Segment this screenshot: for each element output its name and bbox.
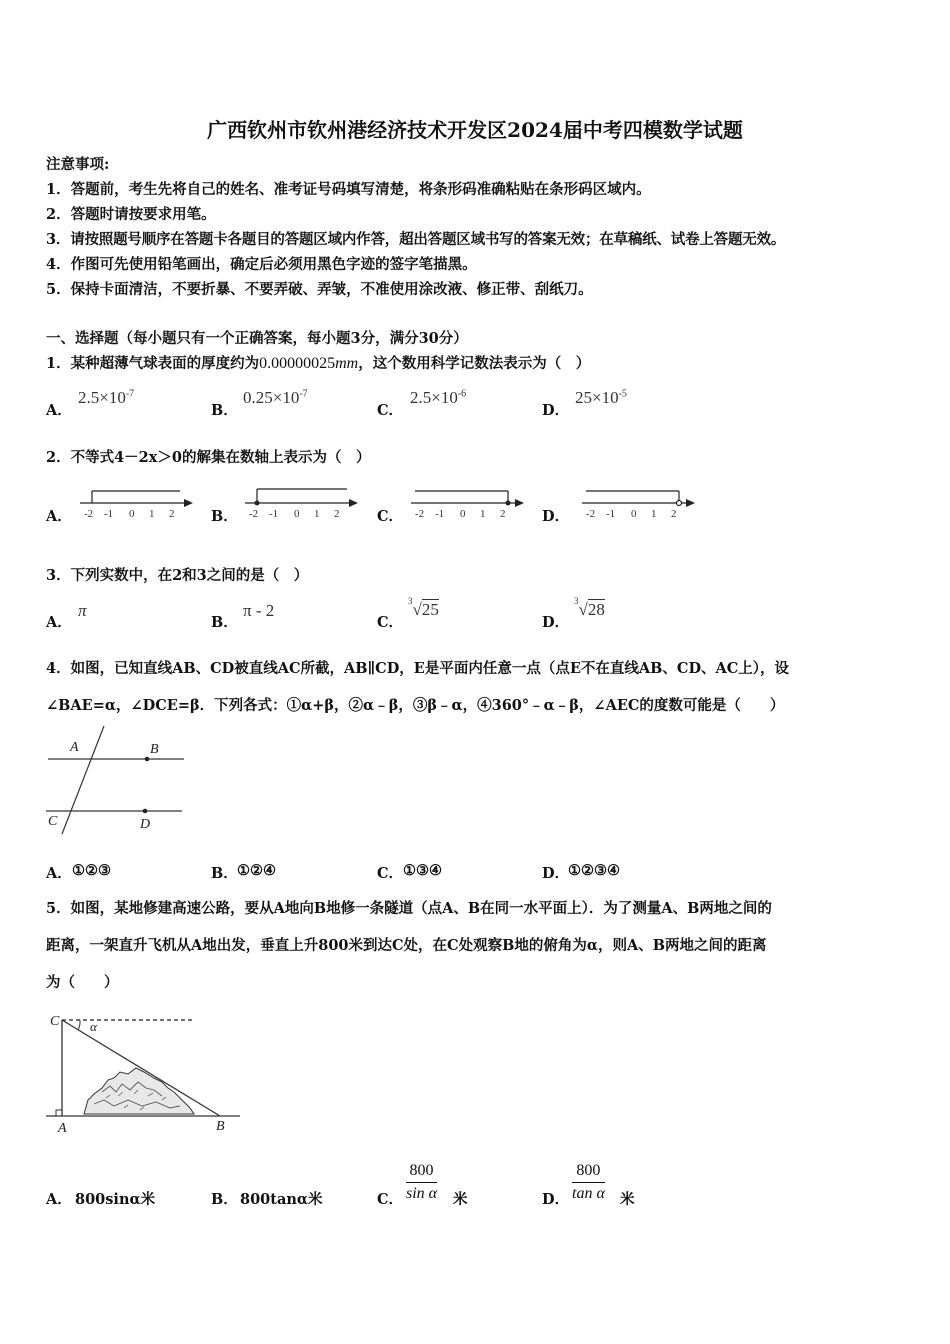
question-2-stem: 2．不等式4－2x＞0的解集在数轴上表示为（ ） — [46, 449, 371, 466]
q3-option-c — [408, 596, 439, 620]
point-label-c: C — [50, 1014, 60, 1029]
tick-label: -2 — [249, 508, 259, 520]
question-5-line2: 距离，一架直升飞机从A地出发，垂直上升800米到达C处，在C处观察B地的俯角为α，则A、B两地之间的距离 — [46, 937, 767, 954]
notice-item: 2．答题时请按要求用笔。 — [46, 206, 216, 223]
point-label-b: B — [150, 742, 159, 757]
radicand: 28 — [587, 600, 605, 619]
q1-b-base: 0.25×10 — [243, 388, 300, 407]
tick-label: 2 — [671, 508, 677, 520]
question-3-stem: 3．下列实数中，在2和3之间的是（ ） — [46, 567, 309, 584]
question-5-line3: 为（ ） — [46, 974, 119, 991]
tick-label: -1 — [435, 508, 445, 520]
q5-option-b: 800tanα米 — [240, 1191, 323, 1208]
q1-option-b-label: B． — [211, 402, 238, 419]
point-label-a: A — [70, 740, 79, 755]
tick-label: -1 — [606, 508, 616, 520]
q1-c-base: 2.5×10 — [410, 388, 458, 407]
number-line-d — [582, 486, 702, 522]
notice-item: 3．请按照题号顺序在答题卡各题目的答题区域内作答，超出答题区域书写的答案无效；在草稿纸、试卷上答题无效。 — [46, 231, 786, 248]
numerator: 800 — [406, 1162, 437, 1183]
question-4-line2: ∠BAE=α，∠DCE=β．下列各式：①α+β，②α﹣β，③β﹣α，④360°﹣α﹣β，∠AEC的度数可能是（ ） — [46, 697, 785, 714]
q4-option-a: ①②③ — [72, 862, 111, 879]
q2-option-b-label: B． — [211, 508, 238, 525]
q1-a-exp: -7 — [125, 388, 135, 400]
q5-option-c-unit: 米 — [453, 1191, 468, 1208]
notice-item: 1．答题前，考生先将自己的姓名、准考证号码填写清楚，将条形码准确粘贴在条形码区域内。 — [46, 181, 651, 198]
tick-label: -2 — [415, 508, 425, 520]
tick-label: 0 — [294, 508, 300, 520]
q3-option-d — [574, 596, 605, 620]
notice-heading: 注意事项: — [46, 156, 110, 173]
point-label-b: B — [216, 1119, 225, 1134]
q1-c-exp: -6 — [457, 388, 467, 400]
number-line-d-ticks — [586, 508, 677, 520]
number-line-c — [411, 486, 531, 522]
parallel-lines-figure — [44, 724, 189, 836]
section-heading: 一、选择题（每小题只有一个正确答案，每小题3分，满分30分） — [46, 330, 468, 347]
q3-option-d-label: D． — [542, 614, 570, 631]
radicand: 25 — [421, 600, 439, 619]
q3-option-a: π — [78, 601, 87, 620]
q1-unit: mm — [335, 355, 359, 372]
number-line-c-ticks — [415, 508, 506, 520]
numerator: 800 — [572, 1162, 605, 1183]
question-4-line1: 4．如图，已知直线AB、CD被直线AC所截，AB∥CD，E是平面内任意一点（点E不在直线AB、CD、AC上），设 — [46, 660, 790, 677]
q3-option-a-label: A． — [46, 614, 72, 631]
q5-option-b-label: B． — [211, 1191, 238, 1208]
q1-a-base: 2.5×10 — [78, 388, 126, 407]
q1-b-exp: -7 — [299, 388, 308, 400]
q4-option-c: ①③④ — [403, 862, 442, 879]
q1-option-c-label: C． — [377, 402, 404, 419]
q4-option-d: ①②③④ — [568, 862, 620, 879]
tick-label: 2 — [169, 508, 175, 520]
tick-label: 2 — [334, 508, 340, 520]
q1-option-d-label: D． — [542, 402, 570, 419]
tick-label: 0 — [460, 508, 466, 520]
number-line-a-ticks — [84, 508, 175, 520]
q1-option-c — [410, 388, 466, 408]
q4-option-d-label: D． — [542, 865, 570, 882]
q1-option-b — [243, 388, 308, 408]
mountain-icon — [84, 1068, 194, 1114]
tick-label: 1 — [314, 508, 320, 520]
q3-option-b-label: B． — [211, 614, 238, 631]
q3-option-b: π - 2 — [243, 601, 275, 620]
radical-sign: √ — [412, 600, 422, 619]
helicopter-tunnel-figure — [44, 1008, 244, 1138]
q5-option-d-label: D． — [542, 1191, 570, 1208]
tick-label: 1 — [149, 508, 155, 520]
q2-option-a-label: A． — [46, 508, 72, 525]
q1-stem-b: ，这个数用科学记数法表示为（ ） — [358, 355, 591, 372]
q5-option-d-fraction — [572, 1162, 605, 1203]
question-1-stem — [46, 352, 590, 373]
question-5-line1: 5．如图，某地修建高速公路，要从A地向B地修一条隧道（点A、B在同一水平面上）．为了测量A、B两地之间的 — [46, 900, 772, 917]
q4-option-c-label: C． — [377, 865, 404, 882]
q1-value: 0.00000025 — [259, 355, 336, 372]
q4-option-b-label: B． — [211, 865, 238, 882]
point-label-d: D — [140, 817, 151, 832]
number-line-a — [80, 486, 200, 522]
q1-option-a — [78, 388, 134, 408]
q5-option-c-label: C． — [377, 1191, 404, 1208]
tick-label: 0 — [129, 508, 135, 520]
q5-option-c-fraction — [406, 1162, 437, 1203]
q4-option-b: ①②④ — [237, 862, 276, 879]
q4-option-a-label: A． — [46, 865, 72, 882]
q1-d-base: 25×10 — [575, 388, 619, 407]
q5-option-a: 800sinα米 — [75, 1191, 156, 1208]
q1-d-exp: -5 — [618, 388, 627, 400]
angle-label-alpha: α — [90, 1019, 97, 1034]
notice-item: 5．保持卡面清洁，不要折暴、不要弄破、弄皱，不准使用涂改液、修正带、刮纸刀。 — [46, 281, 593, 298]
q1-stem-a: 1．某种超薄气球表面的厚度约为 — [46, 355, 260, 372]
root-index: 3 — [574, 596, 579, 606]
q1-option-d — [575, 388, 627, 408]
point-label-a: A — [58, 1121, 67, 1136]
page-title: 广西钦州市钦州港经济技术开发区2024届中考四模数学试题 — [207, 118, 743, 142]
root-index: 3 — [408, 596, 413, 606]
q3-option-c-label: C． — [377, 614, 404, 631]
tick-label: -1 — [104, 508, 114, 520]
tick-label: 2 — [500, 508, 506, 520]
tick-label: -1 — [269, 508, 279, 520]
tick-label: 0 — [631, 508, 637, 520]
notice-item: 4．作图可先使用铅笔画出，确定后必须用黑色字迹的签字笔描黑。 — [46, 256, 477, 273]
tick-label: -2 — [84, 508, 94, 520]
tick-label: -2 — [586, 508, 596, 520]
number-line-b — [245, 486, 365, 522]
radical-sign: √ — [578, 600, 588, 619]
q1-option-a-label: A． — [46, 402, 72, 419]
tick-label: 1 — [651, 508, 657, 520]
number-line-b-ticks — [249, 508, 340, 520]
point-label-c: C — [48, 814, 58, 829]
q5-option-d-unit: 米 — [620, 1191, 635, 1208]
denominator: sin α — [406, 1185, 438, 1202]
denominator: tan α — [572, 1185, 605, 1202]
q2-option-d-label: D． — [542, 508, 570, 525]
q5-option-a-label: A． — [46, 1191, 72, 1208]
q2-option-c-label: C． — [377, 508, 404, 525]
tick-label: 1 — [480, 508, 486, 520]
